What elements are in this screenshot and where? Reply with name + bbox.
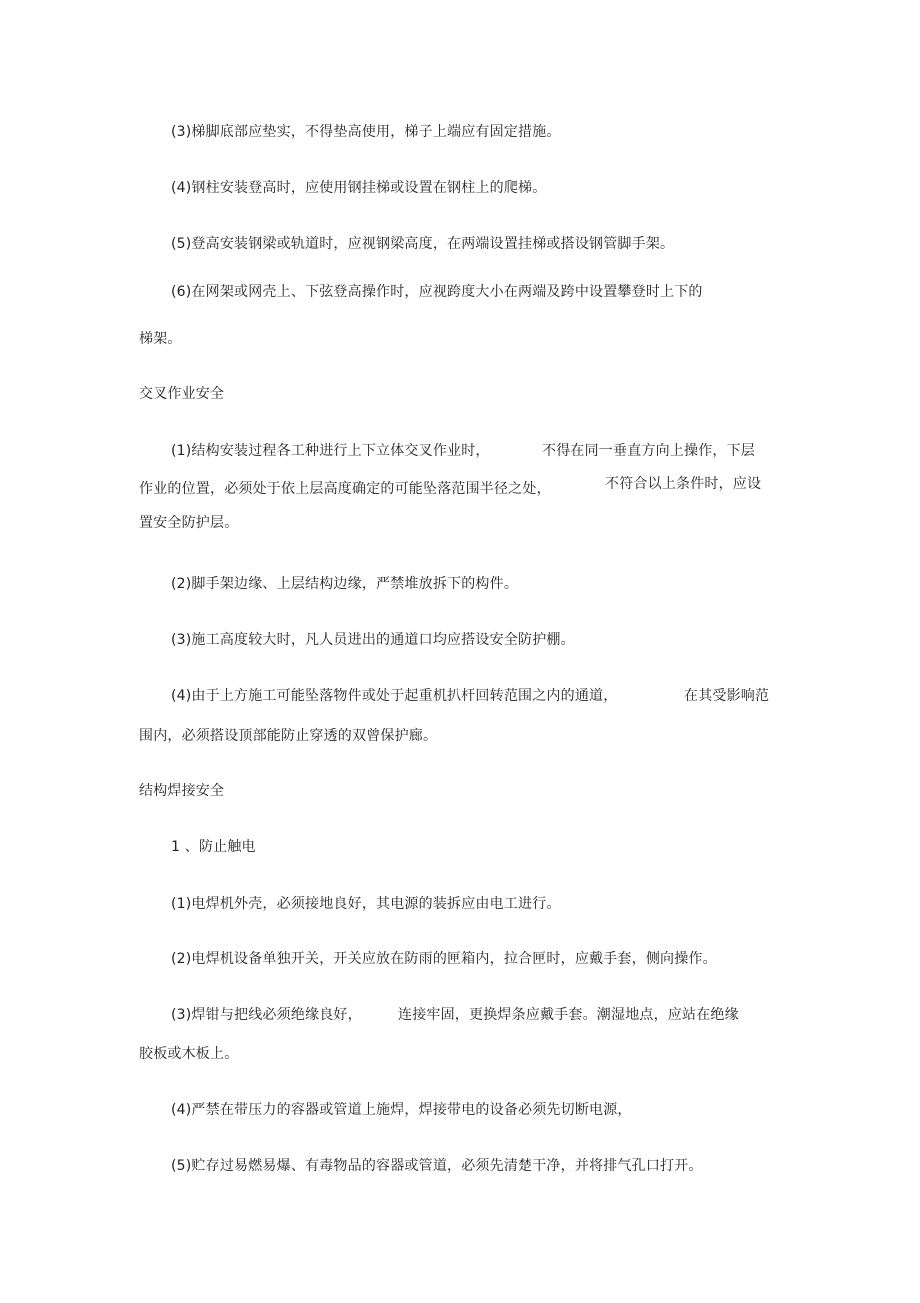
welding-item-3-line-2: 胶板或木板上。	[139, 1046, 239, 1062]
cross-work-item-1-line-3: 置安全防护层。	[139, 515, 239, 531]
ladder-item-4: (4)钢柱安装登高时，应使用钢挂梯或设置在钢柱上的爬梯。	[171, 180, 547, 196]
ladder-item-3: (3)梯脚底部应垫实，不得垫高使用，梯子上端应有固定措施。	[171, 124, 561, 140]
welding-item-3-line-1b: 连接牢固，更换焊条应戴手套。潮湿地点，应站在绝缘	[398, 1007, 739, 1023]
welding-item-2: (2)电焊机设备单独开关，开关应放在防雨的匣箱内，拉合匣时，应戴手套，侧向操作。	[171, 951, 717, 967]
welding-item-4: (4)严禁在带压力的容器或管道上施焊，焊接带电的设备必须先切断电源，	[171, 1102, 632, 1118]
cross-work-item-1-line-2a: 作业的位置，必须处于依上层高度确定的可能坠落范围半径之处，	[139, 481, 551, 497]
ladder-item-5: (5)登高安装钢梁或轨道时，应视钢梁高度，在两端设置挂梯或搭设钢管脚手架。	[171, 236, 675, 252]
cross-work-item-4-line-1a: (4)由于上方施工可能坠落物件或处于起重机扒杆回转范围之内的通道，	[171, 688, 618, 704]
cross-work-item-1-line-2b: 不符合以上条件时，应设	[605, 476, 762, 492]
section-heading-cross-work: 交叉作业安全	[139, 386, 225, 402]
cross-work-item-1-line-1b: 不得在同一垂直方向上操作，下层	[542, 443, 755, 459]
cross-work-item-4-line-1b: 在其受影响范	[684, 688, 770, 704]
ladder-item-6-line-1: (6)在网架或网壳上、下弦登高操作时，应视跨度大小在两端及跨中设置攀登时上下的	[171, 284, 703, 300]
welding-item-3-line-1a: (3)焊钳与把线必须绝缘良好，	[171, 1007, 362, 1023]
section-heading-welding: 结构焊接安全	[139, 783, 225, 799]
welding-subheading-electric-shock: 1 、防止触电	[171, 839, 256, 855]
ladder-item-6-line-2: 梯架。	[139, 331, 182, 347]
cross-work-item-1-line-1a: (1)结构安装过程各工种进行上下立体交叉作业时，	[171, 443, 490, 459]
cross-work-item-4-line-2: 围内，必须搭设顶部能防止穿透的双曾保护廊。	[139, 728, 438, 744]
welding-item-5: (5)贮存过易燃易爆、有毒物品的容器或管道，必须先清楚干净，并将排气孔口打开。	[171, 1158, 703, 1174]
welding-item-1: (1)电焊机外壳，必须接地良好，其电源的装拆应由电工进行。	[171, 896, 561, 912]
cross-work-item-2: (2)脚手架边缘、上层结构边缘，严禁堆放拆下的构件。	[171, 576, 519, 592]
cross-work-item-3: (3)施工高度较大时，凡人员进出的通道口均应搭设安全防护棚。	[171, 632, 575, 648]
